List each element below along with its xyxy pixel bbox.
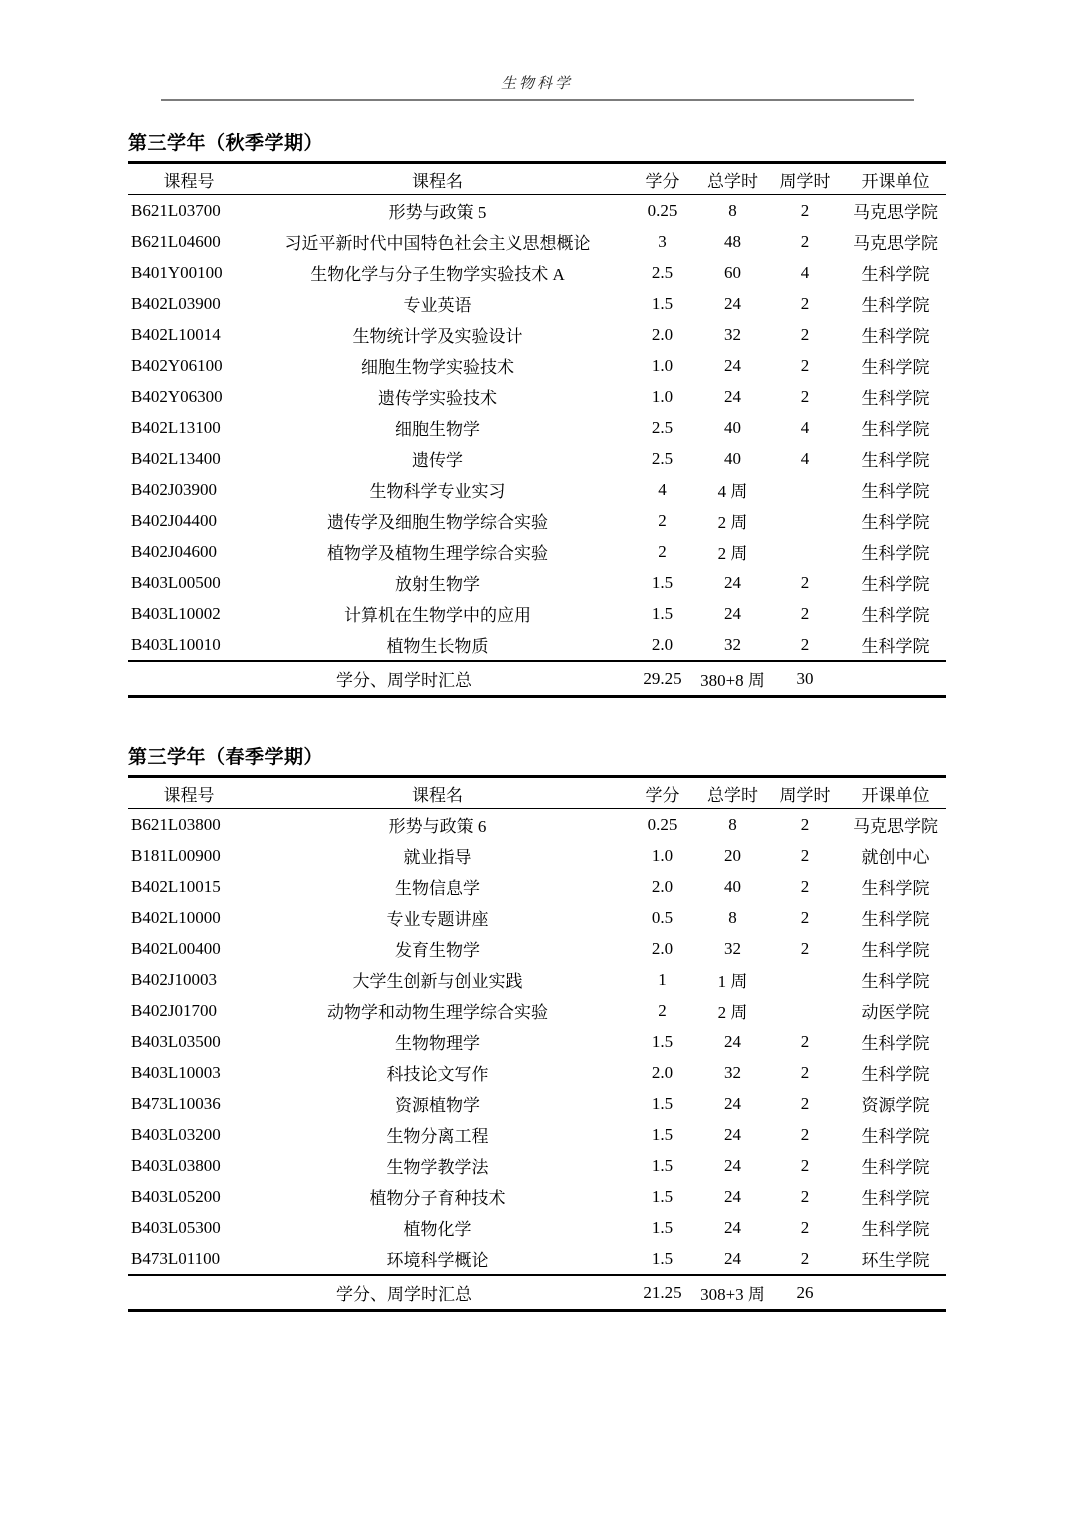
weekly-hours-cell: 2	[800, 814, 810, 834]
weekly-hours-cell: 2	[800, 231, 810, 251]
unit-cell: 生科学院	[861, 358, 930, 377]
credits-cell: 2	[658, 1000, 667, 1020]
credits-cell: 2.5	[651, 448, 674, 468]
course-code-cell: B402L13400	[131, 448, 221, 468]
total-hours-cell: 40	[724, 417, 741, 437]
weekly-hours-cell: 2	[800, 572, 810, 592]
course-row	[128, 505, 946, 536]
course-code-cell: B402J04600	[131, 541, 217, 561]
credits-cell: 2.0	[651, 634, 674, 654]
column-header-credits: 学分	[625, 163, 700, 195]
header-rule	[161, 99, 914, 101]
credits-cell: 1.5	[651, 1031, 674, 1051]
unit-cell: 生科学院	[861, 1158, 930, 1177]
course-row	[128, 964, 946, 995]
course-code-cell: B402L10015	[131, 876, 221, 896]
table-header-row	[128, 777, 946, 809]
weekly-hours-cell: 2	[800, 200, 810, 220]
unit-cell: 生科学院	[861, 482, 930, 501]
column-header-unit: 开课单位	[845, 777, 946, 809]
course-row	[128, 474, 946, 505]
course-name-cell: 生物学教学法	[386, 1158, 489, 1177]
course-code-cell: B402L10014	[131, 324, 221, 344]
unit-cell: 生科学院	[861, 1189, 930, 1208]
course-code-cell: B621L03800	[131, 814, 221, 834]
course-row	[128, 443, 946, 474]
course-row	[128, 350, 946, 381]
course-row	[128, 536, 946, 567]
credits-cell: 2.0	[651, 1062, 674, 1082]
total-hours-cell: 24	[724, 1155, 741, 1175]
summary-row	[128, 1275, 946, 1311]
course-name-cell: 生物分离工程	[386, 1127, 489, 1146]
summary-credits: 21.25	[625, 1275, 700, 1311]
course-name-cell: 生物信息学	[395, 879, 480, 898]
total-hours-cell: 24	[724, 1248, 741, 1268]
unit-cell: 生科学院	[861, 265, 930, 284]
total-hours-cell: 4 周	[717, 482, 748, 501]
total-hours-cell: 24	[724, 1093, 741, 1113]
column-header-course-name: 课程名	[250, 777, 625, 809]
weekly-hours-cell	[765, 536, 845, 567]
column-header-course-code: 课程号	[128, 777, 250, 809]
course-code-cell: B473L01100	[131, 1248, 221, 1268]
course-row	[128, 567, 946, 598]
summary-total-hours: 308+3 周	[700, 1275, 765, 1311]
column-header-weekly-hours: 周学时	[765, 777, 845, 809]
credits-cell: 0.25	[647, 200, 678, 220]
unit-cell: 生科学院	[861, 296, 930, 315]
unit-cell: 生科学院	[861, 1127, 930, 1146]
course-name-cell: 专业专题讲座	[386, 910, 489, 929]
total-hours-cell: 24	[724, 1217, 741, 1237]
weekly-hours-cell: 2	[800, 293, 810, 313]
weekly-hours-cell: 2	[800, 603, 810, 623]
course-name-cell: 生物统计学及实验设计	[352, 327, 523, 346]
weekly-hours-cell: 2	[800, 1124, 810, 1144]
course-row	[128, 1212, 946, 1243]
course-name-cell: 植物化学	[403, 1220, 472, 1239]
unit-cell: 生科学院	[861, 1034, 930, 1053]
total-hours-cell: 40	[724, 448, 741, 468]
unit-cell: 生科学院	[861, 941, 930, 960]
weekly-hours-cell: 2	[800, 1217, 810, 1237]
course-row	[128, 226, 946, 257]
credits-cell: 1.0	[651, 355, 674, 375]
running-title: 生物科学	[500, 76, 573, 92]
weekly-hours-cell: 2	[800, 1186, 810, 1206]
summary-row	[128, 661, 946, 697]
weekly-hours-cell: 2	[800, 1093, 810, 1113]
course-name-cell: 细胞生物学实验技术	[361, 358, 514, 377]
course-code-cell: B402L03900	[131, 293, 221, 313]
unit-cell: 生科学院	[861, 972, 930, 991]
course-row	[128, 933, 946, 964]
total-hours-cell: 60	[724, 262, 741, 282]
unit-cell: 资源学院	[861, 1096, 930, 1115]
weekly-hours-cell: 2	[800, 845, 810, 865]
unit-cell: 生科学院	[861, 637, 930, 656]
unit-cell: 生科学院	[861, 1065, 930, 1084]
total-hours-cell: 40	[724, 876, 741, 896]
total-hours-cell: 24	[724, 572, 741, 592]
weekly-hours-cell: 2	[800, 938, 810, 958]
column-header-unit: 开课单位	[845, 163, 946, 195]
total-hours-cell: 2 周	[717, 1003, 748, 1022]
course-row	[128, 629, 946, 661]
course-row	[128, 319, 946, 350]
course-row	[128, 381, 946, 412]
credits-cell: 1.5	[651, 293, 674, 313]
credits-cell: 2.5	[651, 262, 674, 282]
weekly-hours-cell: 2	[800, 634, 810, 654]
column-header-weekly-hours: 周学时	[765, 163, 845, 195]
course-code-cell: B403L05200	[131, 1186, 221, 1206]
unit-cell: 马克思学院	[853, 203, 938, 222]
unit-cell: 生科学院	[861, 575, 930, 594]
column-header-course-code: 课程号	[128, 163, 250, 195]
course-name-cell: 习近平新时代中国特色社会主义思想概论	[284, 234, 591, 253]
credits-cell: 1.5	[651, 1155, 674, 1175]
credits-cell: 1.5	[651, 572, 674, 592]
weekly-hours-cell	[765, 964, 845, 995]
unit-cell: 生科学院	[861, 451, 930, 470]
course-row	[128, 598, 946, 629]
course-row	[128, 195, 946, 227]
credits-cell: 1	[658, 969, 667, 989]
weekly-hours-cell: 2	[800, 1248, 810, 1268]
course-name-cell: 就业指导	[403, 848, 472, 867]
unit-cell: 生科学院	[861, 1220, 930, 1239]
course-code-cell: B402Y06100	[131, 355, 223, 375]
weekly-hours-cell: 2	[800, 324, 810, 344]
unit-cell: 马克思学院	[853, 234, 938, 253]
total-hours-cell: 32	[724, 324, 741, 344]
summary-empty-cell	[845, 1275, 946, 1311]
column-header-total-hours: 总学时	[700, 777, 765, 809]
unit-cell: 环生学院	[861, 1251, 930, 1270]
course-name-cell: 生物化学与分子生物学实验技术 A	[310, 265, 565, 284]
course-code-cell: B403L10003	[131, 1062, 221, 1082]
credits-cell: 4	[658, 479, 667, 499]
section-heading-spring: 第三学年（春季学期）	[128, 747, 324, 768]
unit-cell: 就创中心	[861, 848, 930, 867]
unit-cell: 生科学院	[861, 606, 930, 625]
course-code-cell: B403L05300	[131, 1217, 221, 1237]
credits-cell: 2.5	[651, 417, 674, 437]
summary-empty-cell	[845, 661, 946, 697]
course-code-cell: B402J03900	[131, 479, 217, 499]
summary-weekly-hours: 26	[765, 1275, 845, 1311]
unit-cell: 生科学院	[861, 420, 930, 439]
total-hours-cell: 32	[724, 938, 741, 958]
course-row	[128, 288, 946, 319]
total-hours-cell: 48	[724, 231, 741, 251]
column-header-credits: 学分	[625, 777, 700, 809]
course-name-cell: 动物学和动物生理学综合实验	[327, 1003, 548, 1022]
credits-cell: 0.25	[647, 814, 678, 834]
course-code-cell: B181L00900	[131, 845, 221, 865]
course-code-cell: B402J04400	[131, 510, 217, 530]
summary-weekly-hours: 30	[765, 661, 845, 697]
unit-cell: 动医学院	[861, 1003, 930, 1022]
credits-cell: 1.5	[651, 1093, 674, 1113]
course-name-cell: 遗传学及细胞生物学综合实验	[327, 513, 548, 532]
weekly-hours-cell: 4	[800, 448, 810, 468]
course-code-cell: B402L00400	[131, 938, 221, 958]
course-name-cell: 环境科学概论	[386, 1251, 489, 1270]
unit-cell: 生科学院	[861, 327, 930, 346]
course-name-cell: 专业英语	[403, 296, 472, 315]
course-name-cell: 植物学及植物生理学综合实验	[327, 544, 548, 563]
total-hours-cell: 8	[728, 814, 737, 834]
table-header-row	[128, 163, 946, 195]
course-name-cell: 形势与政策 5	[388, 203, 487, 222]
weekly-hours-cell: 4	[800, 262, 810, 282]
course-row	[128, 840, 946, 871]
weekly-hours-cell	[765, 474, 845, 505]
course-name-cell: 发育生物学	[395, 941, 480, 960]
course-name-cell: 生物科学专业实习	[369, 482, 506, 501]
column-header-course-name: 课程名	[250, 163, 625, 195]
credits-cell: 1.5	[651, 603, 674, 623]
course-code-cell: B621L04600	[131, 231, 221, 251]
course-code-cell: B402J01700	[131, 1000, 217, 1020]
credits-cell: 1.5	[651, 1248, 674, 1268]
course-row	[128, 809, 946, 841]
course-row	[128, 1243, 946, 1275]
summary-total-hours: 380+8 周	[700, 661, 765, 697]
unit-cell: 生科学院	[861, 389, 930, 408]
summary-label: 学分、周学时汇总	[128, 1275, 625, 1311]
credits-cell: 1.5	[651, 1217, 674, 1237]
section-heading-fall: 第三学年（秋季学期）	[128, 133, 324, 154]
credits-cell: 2.0	[651, 876, 674, 896]
unit-cell: 生科学院	[861, 910, 930, 929]
total-hours-cell: 8	[728, 907, 737, 927]
course-row	[128, 995, 946, 1026]
course-row	[128, 1119, 946, 1150]
course-table-fall	[128, 161, 946, 698]
credits-cell: 1.0	[651, 386, 674, 406]
course-name-cell: 细胞生物学	[395, 420, 480, 439]
course-row	[128, 1057, 946, 1088]
total-hours-cell: 24	[724, 386, 741, 406]
total-hours-cell: 24	[724, 355, 741, 375]
weekly-hours-cell: 2	[800, 355, 810, 375]
total-hours-cell: 24	[724, 1186, 741, 1206]
course-name-cell: 计算机在生物学中的应用	[344, 606, 531, 625]
total-hours-cell: 2 周	[717, 513, 748, 532]
credits-cell: 2.0	[651, 324, 674, 344]
course-row	[128, 902, 946, 933]
summary-label: 学分、周学时汇总	[128, 661, 625, 697]
credits-cell: 1.5	[651, 1186, 674, 1206]
course-code-cell: B403L00500	[131, 572, 221, 592]
total-hours-cell: 32	[724, 1062, 741, 1082]
unit-cell: 生科学院	[861, 544, 930, 563]
total-hours-cell: 1 周	[717, 972, 748, 991]
total-hours-cell: 20	[724, 845, 741, 865]
course-code-cell: B403L03500	[131, 1031, 221, 1051]
unit-cell: 马克思学院	[853, 817, 938, 836]
weekly-hours-cell: 4	[800, 417, 810, 437]
weekly-hours-cell	[765, 505, 845, 536]
course-code-cell: B403L10010	[131, 634, 221, 654]
summary-credits: 29.25	[625, 661, 700, 697]
unit-cell: 生科学院	[861, 513, 930, 532]
total-hours-cell: 24	[724, 293, 741, 313]
credits-cell: 3	[658, 231, 667, 251]
weekly-hours-cell	[765, 995, 845, 1026]
course-row	[128, 1150, 946, 1181]
weekly-hours-cell: 2	[800, 1062, 810, 1082]
weekly-hours-cell: 2	[800, 1031, 810, 1051]
total-hours-cell: 32	[724, 634, 741, 654]
course-code-cell: B403L03800	[131, 1155, 221, 1175]
course-code-cell: B403L10002	[131, 603, 221, 623]
weekly-hours-cell: 2	[800, 876, 810, 896]
weekly-hours-cell: 2	[800, 1155, 810, 1175]
total-hours-cell: 24	[724, 603, 741, 623]
course-row	[128, 871, 946, 902]
course-name-cell: 放射生物学	[395, 575, 480, 594]
course-code-cell: B402J10003	[131, 969, 217, 989]
course-name-cell: 科技论文写作	[386, 1065, 489, 1084]
course-row	[128, 1026, 946, 1057]
course-code-cell: B402L10000	[131, 907, 221, 927]
course-code-cell: B403L03200	[131, 1124, 221, 1144]
course-name-cell: 植物分子育种技术	[369, 1189, 506, 1208]
credits-cell: 1.5	[651, 1124, 674, 1144]
weekly-hours-cell: 2	[800, 907, 810, 927]
course-code-cell: B473L10036	[131, 1093, 221, 1113]
unit-cell: 生科学院	[861, 879, 930, 898]
credits-cell: 0.5	[651, 907, 674, 927]
course-name-cell: 大学生创新与创业实践	[352, 972, 523, 991]
column-header-total-hours: 总学时	[700, 163, 765, 195]
course-table-spring	[128, 775, 946, 1312]
total-hours-cell: 8	[728, 200, 737, 220]
course-name-cell: 生物物理学	[395, 1034, 480, 1053]
total-hours-cell: 24	[724, 1031, 741, 1051]
course-name-cell: 形势与政策 6	[388, 817, 487, 836]
course-name-cell: 植物生长物质	[386, 637, 489, 656]
credits-cell: 2	[658, 541, 667, 561]
course-row	[128, 412, 946, 443]
course-code-cell: B402Y06300	[131, 386, 223, 406]
course-row	[128, 257, 946, 288]
course-row	[128, 1088, 946, 1119]
weekly-hours-cell: 2	[800, 386, 810, 406]
course-name-cell: 遗传学	[412, 451, 463, 470]
course-name-cell: 资源植物学	[395, 1096, 480, 1115]
credits-cell: 2.0	[651, 938, 674, 958]
credits-cell: 2	[658, 510, 667, 530]
credits-cell: 1.0	[651, 845, 674, 865]
total-hours-cell: 24	[724, 1124, 741, 1144]
course-code-cell: B621L03700	[131, 200, 221, 220]
course-row	[128, 1181, 946, 1212]
course-name-cell: 遗传学实验技术	[378, 389, 497, 408]
course-code-cell: B401Y00100	[131, 262, 223, 282]
course-code-cell: B402L13100	[131, 417, 221, 437]
total-hours-cell: 2 周	[717, 544, 748, 563]
